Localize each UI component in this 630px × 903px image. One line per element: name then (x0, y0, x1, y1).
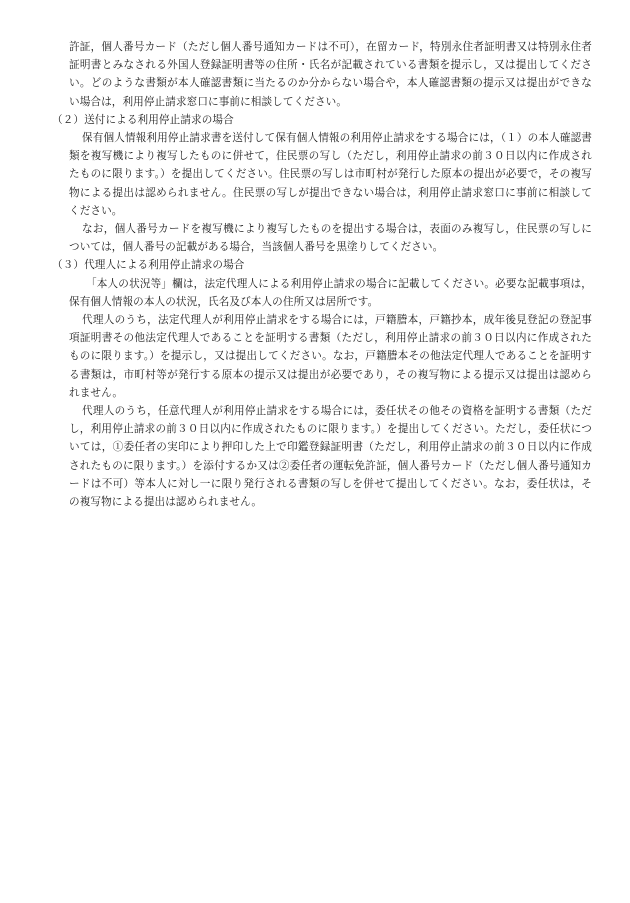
section-heading-mail-request: （２）送付による利用停止請求の場合 (52, 113, 234, 126)
paragraph-voluntary-agent: 代理人のうち，任意代理人が利用停止請求をする場合には，委任状その他その資格を証明する書類（ただし，利用停止請求の前３０日以内に作成されたものに限ります。）を提出してください。ただし，委任状については，①委任者の実印により押印した上で印鑑登録証明書（ただし，利用停止請求の前３０日以内に作成されたものに限ります。）を添付するか又は②委任者の運転免許証，個人番号カード（ただし個人番号通知カードは不可）等本人に対し一に限り発行される書類の写しを併せて提出してください。なお，委任状は，その複写物による提出は認められません。 (69, 405, 592, 509)
paragraph-agent-status: 「本人の状況等」欄は，法定代理人による利用停止請求の場合に記載してください。必要な記載事項は，保有個人情報の本人の状況，氏名及び本人の住所又は居所です。 (69, 277, 592, 308)
paragraph-legal-agent: 代理人のうち，法定代理人が利用停止請求をする場合には，戸籍謄本，戸籍抄本，成年後見登記の登記事項証明書その他法定代理人であることを証明する書類（ただし，利用停止請求の前３０日以内に作成されたものに限ります。）を提示し，又は提出してください。なお，戸籍謄本その他法定代理人であることを証明する書類は，市町村等が発行する原本の提示又は提出が必要であり，その複写物による提示又は提出は認められません。 (69, 314, 592, 399)
paragraph-mail-request: 保有個人情報利用停止請求書を送付して保有個人情報の利用停止請求をする場合には，（１）の本人確認書類を複写機により複写したものに併せて，住民票の写し（ただし，利用停止請求の前３０日以内に作成されたものに限ります。）を提出してください。住民票の写しは市町村が発行した原本の提出が必要で，その複写物による提出は認められません。住民票の写しが提出できない場合は，利用停止請求窓口に事前に相談してください。 (69, 132, 592, 217)
document-body (52, 38, 592, 511)
paragraph-mail-note: なお，個人番号カードを複写機により複写したものを提出する場合は，表面のみ複写し，住民票の写しについては，個人番号の記載がある場合，当該個人番号を黒塗りしてください。 (69, 223, 592, 254)
section-heading-agent-request: （３）代理人による利用停止請求の場合 (52, 259, 245, 272)
paragraph-identity-documents: 許証，個人番号カード（ただし個人番号通知カードは不可），在留カード，特別永住者証明書又は特別永住者証明書とみなされる外国人登録証明書等の住所・氏名が記載されている書類を提示し，又は提出してください。どのような書類が本人確認書類に当たるのか分からない場合や，本人確認書類の提示又は提出ができない場合は，利用停止請求窓口に事前に相談してください。 (69, 41, 592, 108)
